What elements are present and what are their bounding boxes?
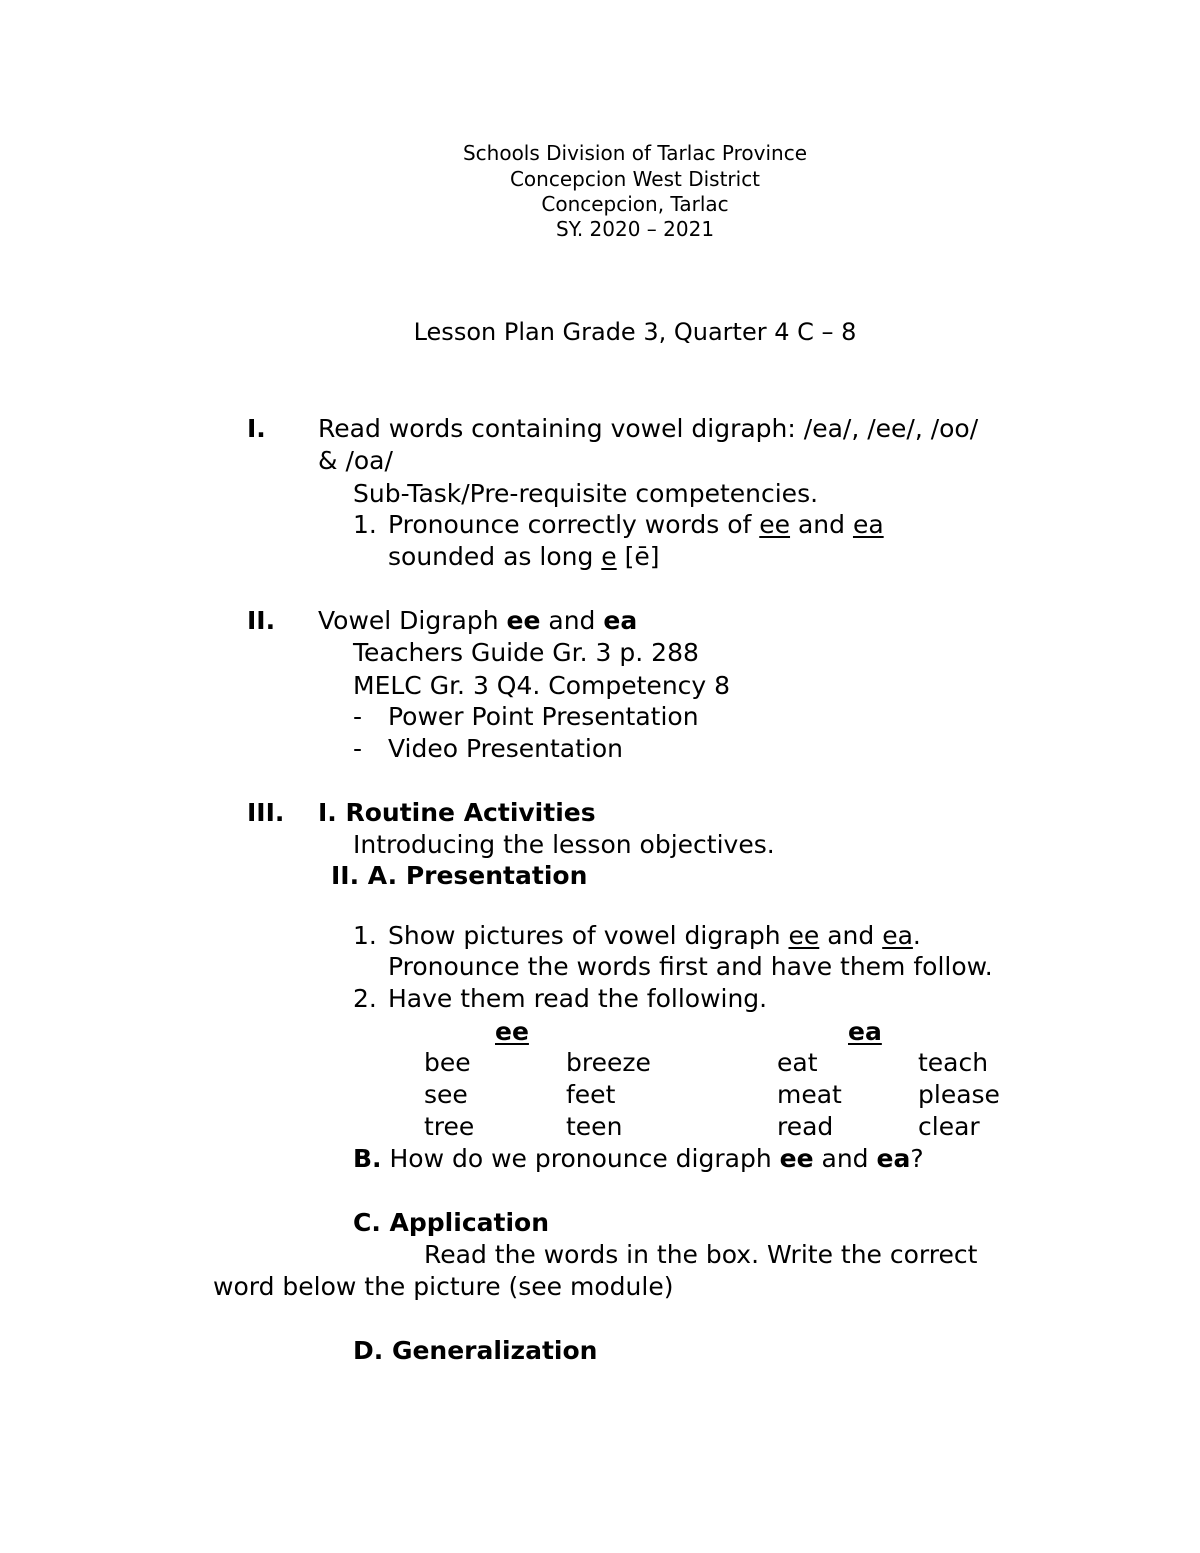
competency-item-1: Pronounce correctly words of ee and ea: [388, 510, 884, 539]
material-powerpoint: Power Point Presentation: [388, 702, 699, 731]
word-cell: meat: [777, 1080, 842, 1109]
word-cell: breeze: [566, 1048, 651, 1077]
header-school-division: Schools Division of Tarlac Province: [462, 141, 808, 165]
header-school-year: SY. 2020 – 2021: [555, 217, 715, 241]
material-bullet: -: [353, 734, 363, 763]
header-district: Concepcion West District: [509, 167, 761, 191]
material-video: Video Presentation: [388, 734, 623, 763]
word-cell: teach: [918, 1048, 989, 1077]
material-bullet: -: [353, 702, 363, 731]
word-cell: feet: [566, 1080, 616, 1109]
question-b: B. How do we pronounce digraph ee and ea?: [353, 1144, 924, 1173]
word-cell: bee: [424, 1048, 471, 1077]
word-cell: see: [424, 1080, 468, 1109]
step-1-number: 1.: [353, 921, 377, 950]
objective-line-1: Read words containing vowel digraph: /ea/, /ee/, /oo/: [318, 414, 979, 443]
word-column-ee-header: ee: [495, 1017, 529, 1046]
word-cell: please: [918, 1080, 1000, 1109]
header-location: Concepcion, Tarlac: [541, 192, 729, 216]
word-cell: eat: [777, 1048, 818, 1077]
step-2-number: 2.: [353, 984, 377, 1013]
step-1-text: Show pictures of vowel digraph ee and ea.: [388, 921, 921, 950]
section-1-numeral: I.: [247, 414, 266, 443]
word-cell: read: [777, 1112, 834, 1141]
presentation-heading: II. A. Presentation: [331, 861, 588, 890]
competency-item-1-line-2: sounded as long e [ē]: [388, 542, 660, 571]
routine-activities-text: Introducing the lesson objectives.: [353, 830, 775, 859]
application-text-line-2: word below the picture (see module): [213, 1272, 674, 1301]
reference-teachers-guide: Teachers Guide Gr. 3 p. 288: [353, 638, 699, 667]
word-cell: tree: [424, 1112, 475, 1141]
section-2-numeral: II.: [247, 606, 276, 635]
generalization-heading: D. Generalization: [353, 1336, 598, 1365]
application-text-line-1: Read the words in the box. Write the correct: [424, 1240, 978, 1269]
section-3-numeral: III.: [247, 798, 285, 827]
step-1-line-2: Pronounce the words first and have them follow.: [388, 952, 993, 981]
step-2-text: Have them read the following.: [388, 984, 768, 1013]
routine-activities-heading: I. Routine Activities: [318, 798, 596, 827]
competency-number: 1.: [353, 510, 377, 539]
subject-matter-topic: Vowel Digraph ee and ea: [318, 606, 638, 635]
word-cell: clear: [918, 1112, 980, 1141]
objective-line-2: & /oa/: [318, 446, 393, 475]
lesson-title: Lesson Plan Grade 3, Quarter 4 C – 8: [413, 318, 857, 346]
subtask-label: Sub-Task/Pre-requisite competencies.: [353, 479, 819, 508]
word-cell: teen: [566, 1112, 623, 1141]
word-column-ea-header: ea: [848, 1017, 882, 1046]
application-heading: C. Application: [353, 1208, 550, 1237]
reference-melc: MELC Gr. 3 Q4. Competency 8: [353, 671, 731, 700]
